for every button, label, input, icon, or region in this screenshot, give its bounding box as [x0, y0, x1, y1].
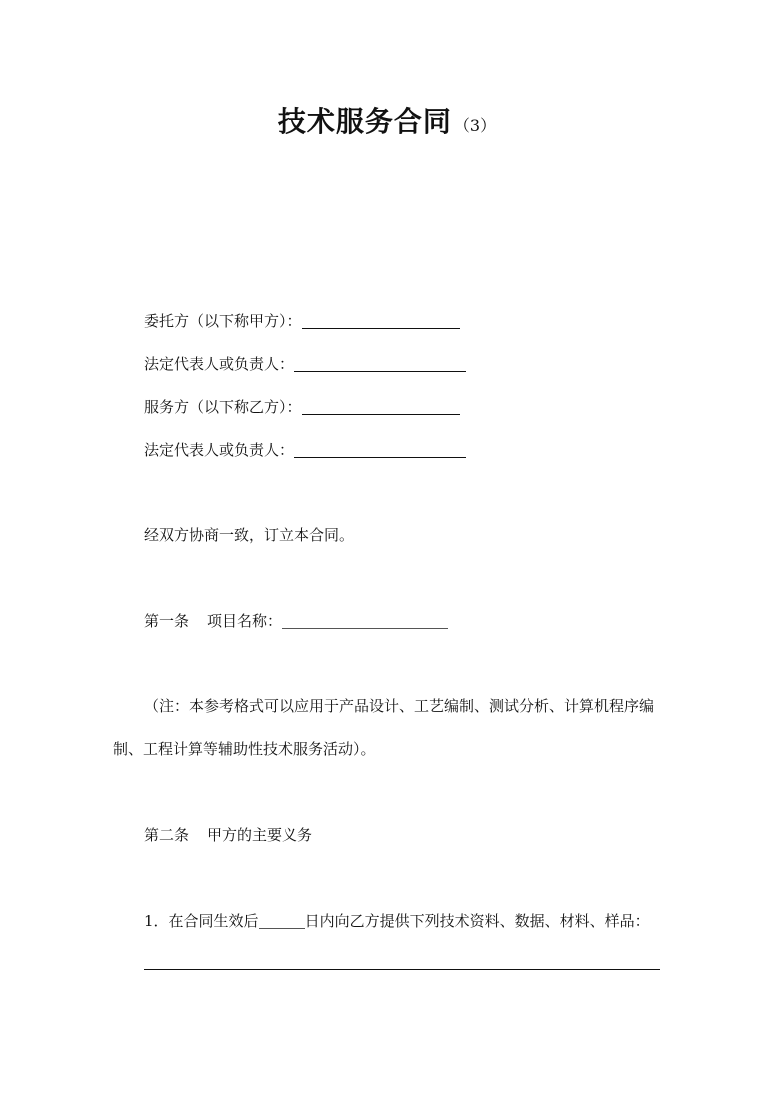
- article-1-line: [144, 611, 448, 631]
- provider-rep-blank[interactable]: [294, 441, 466, 458]
- note-line-1: （注：本参考格式可以应用于产品设计、工艺编制、测试分析、计算机程序编: [144, 697, 655, 715]
- article-2-line: [144, 825, 312, 845]
- note-line-2: 制、工程计算等辅助性技术服务活动）。: [113, 740, 376, 758]
- item-1-line: [144, 911, 650, 931]
- article-1-heading: 第一条: [144, 612, 190, 630]
- article-1-label: 项目名称：: [207, 612, 283, 630]
- materials-blank-line[interactable]: [144, 969, 660, 970]
- client-rep-blank[interactable]: [294, 355, 466, 372]
- client-blank[interactable]: [302, 312, 460, 329]
- item-1-number: 1．: [144, 912, 169, 930]
- item-1-text-after: 日内向乙方提供下列技术资料、数据、材料、样品：: [304, 912, 650, 930]
- days-blank[interactable]: [259, 912, 305, 929]
- client-rep-label: 法定代表人或负责人：: [144, 355, 295, 373]
- provider-rep-line: [144, 440, 466, 460]
- client-label: 委托方（以下称甲方）：: [144, 312, 302, 330]
- article-2-label: 甲方的主要义务: [207, 826, 313, 844]
- provider-label: 服务方（以下称乙方）：: [144, 398, 302, 416]
- article-2-heading: 第二条: [144, 826, 190, 844]
- document-title-block: [0, 100, 774, 140]
- item-1-text-before: 在合同生效后: [168, 912, 259, 930]
- provider-line: [144, 397, 460, 417]
- project-name-blank[interactable]: [282, 612, 448, 629]
- client-line: [144, 311, 460, 331]
- client-rep-line: [144, 354, 466, 374]
- document-title: 技术服务合同: [277, 105, 452, 138]
- provider-rep-label: 法定代表人或负责人：: [144, 441, 295, 459]
- provider-blank[interactable]: [302, 398, 460, 415]
- document-title-suffix: （3）: [453, 116, 497, 135]
- agreement-text: 经双方协商一致，订立本合同。: [144, 526, 355, 544]
